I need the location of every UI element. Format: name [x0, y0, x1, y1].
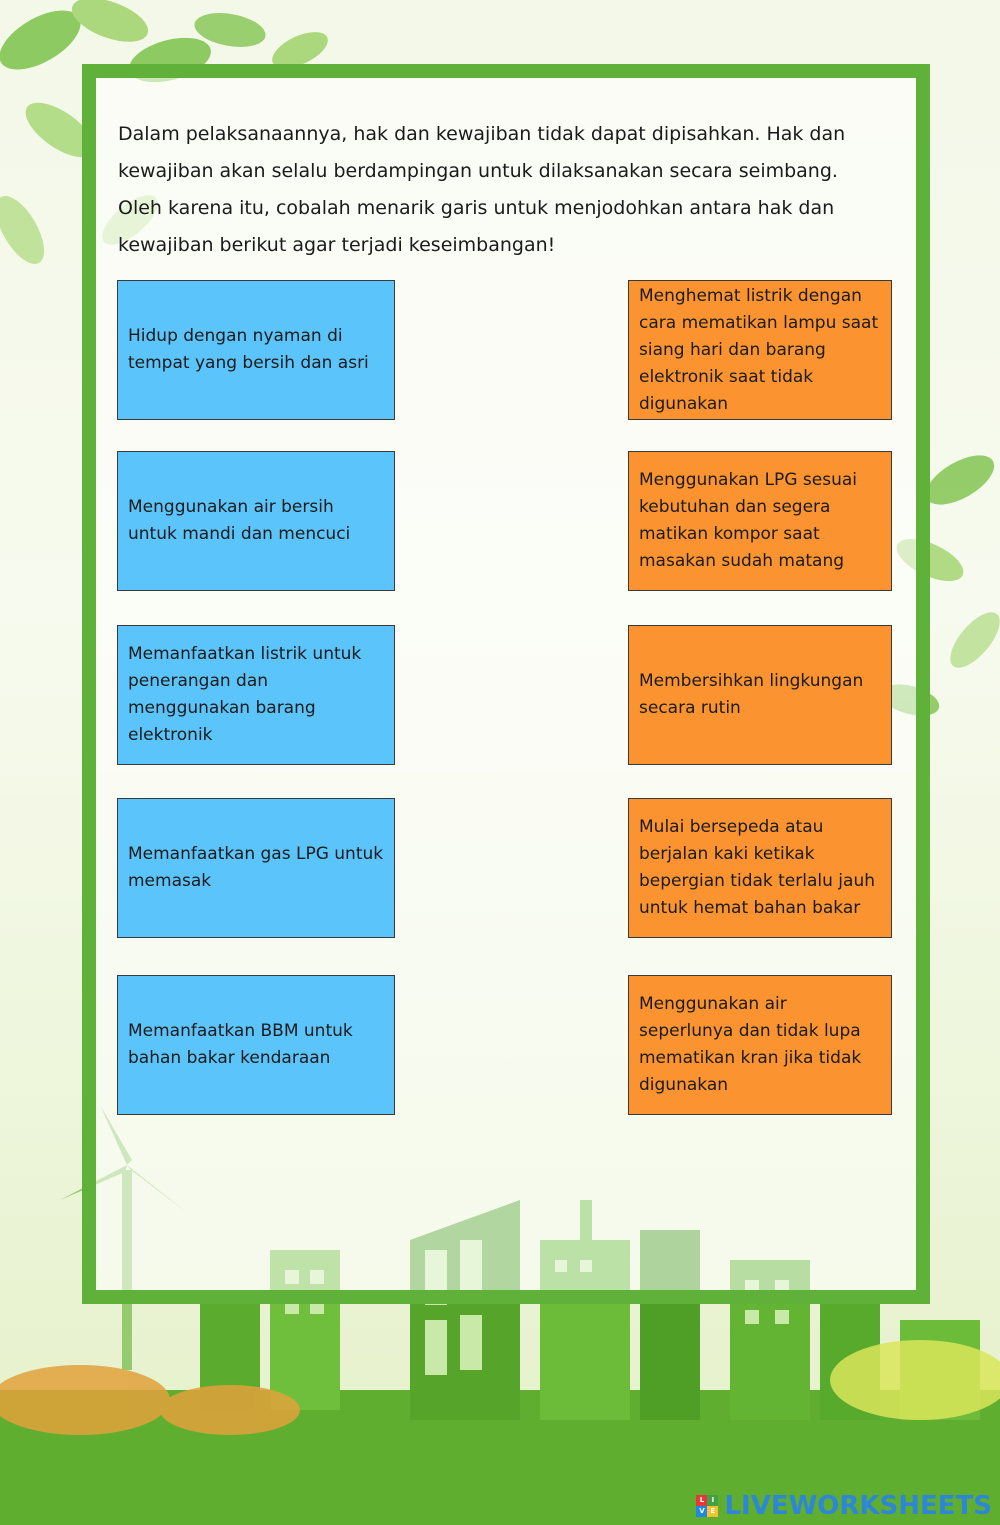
hak-card-label: Menggunakan air bersih untuk mandi dan mencuci: [128, 497, 351, 544]
kewajiban-card-3[interactable]: [628, 625, 892, 765]
kewajiban-card-label: Membersihkan lingkungan secara rutin: [639, 671, 864, 718]
logo-letter: L: [696, 1495, 707, 1506]
kewajiban-card-2[interactable]: [628, 451, 892, 591]
kewajiban-card-label: Mulai bersepeda atau berjalan kaki ketikak bepergian tidak terlalu jauh untuk hemat bahan bakar: [639, 817, 875, 918]
liveworksheets-name: LIVEWORKSHEETS: [724, 1491, 992, 1521]
logo-letter: I: [707, 1495, 718, 1506]
hak-card-label: Memanfaatkan listrik untuk penerangan dan menggunakan barang elektronik: [128, 644, 362, 745]
hak-card-4[interactable]: [117, 798, 395, 938]
liveworksheets-brand[interactable]: [696, 1491, 992, 1521]
hak-card-5[interactable]: [117, 975, 395, 1115]
kewajiban-card-5[interactable]: [628, 975, 892, 1115]
hak-card-label: Memanfaatkan gas LPG untuk memasak: [128, 844, 384, 891]
kewajiban-card-label: Menggunakan LPG sesuai kebutuhan dan segera matikan kompor saat masakan sudah matang: [639, 470, 857, 571]
hak-card-label: Hidup dengan nyaman di tempat yang bersih dan asri: [128, 326, 369, 373]
instruction-text: Dalam pelaksanaannya, hak dan kewajiban tidak dapat dipisahkan. Hak dan kewajiban akan selalu berdampingan untuk dilaksanakan secara seimbang. Oleh karena itu, cobalah menarik garis untuk menjodohkan antara hak dan kewajiban berikut agar terjadi keseimbangan!: [118, 123, 846, 256]
kewajiban-card-4[interactable]: [628, 798, 892, 938]
hak-card-2[interactable]: [117, 451, 395, 591]
kewajiban-card-label: Menghemat listrik dengan cara mematikan lampu saat siang hari dan barang elektronik saat tidak digunakan: [639, 285, 879, 414]
liveworksheets-logo-icon: [696, 1495, 718, 1517]
hak-card-3[interactable]: [117, 625, 395, 765]
kewajiban-card-1[interactable]: [628, 280, 892, 420]
hak-card-1[interactable]: [117, 280, 395, 420]
hak-card-label: Memanfaatkan BBM untuk bahan bakar kendaraan: [128, 1021, 353, 1068]
kewajiban-card-label: Menggunakan air seperlunya dan tidak lupa mematikan kran jika tidak digunakan: [639, 994, 862, 1095]
logo-letter: E: [707, 1506, 718, 1517]
logo-letter: V: [696, 1506, 707, 1517]
